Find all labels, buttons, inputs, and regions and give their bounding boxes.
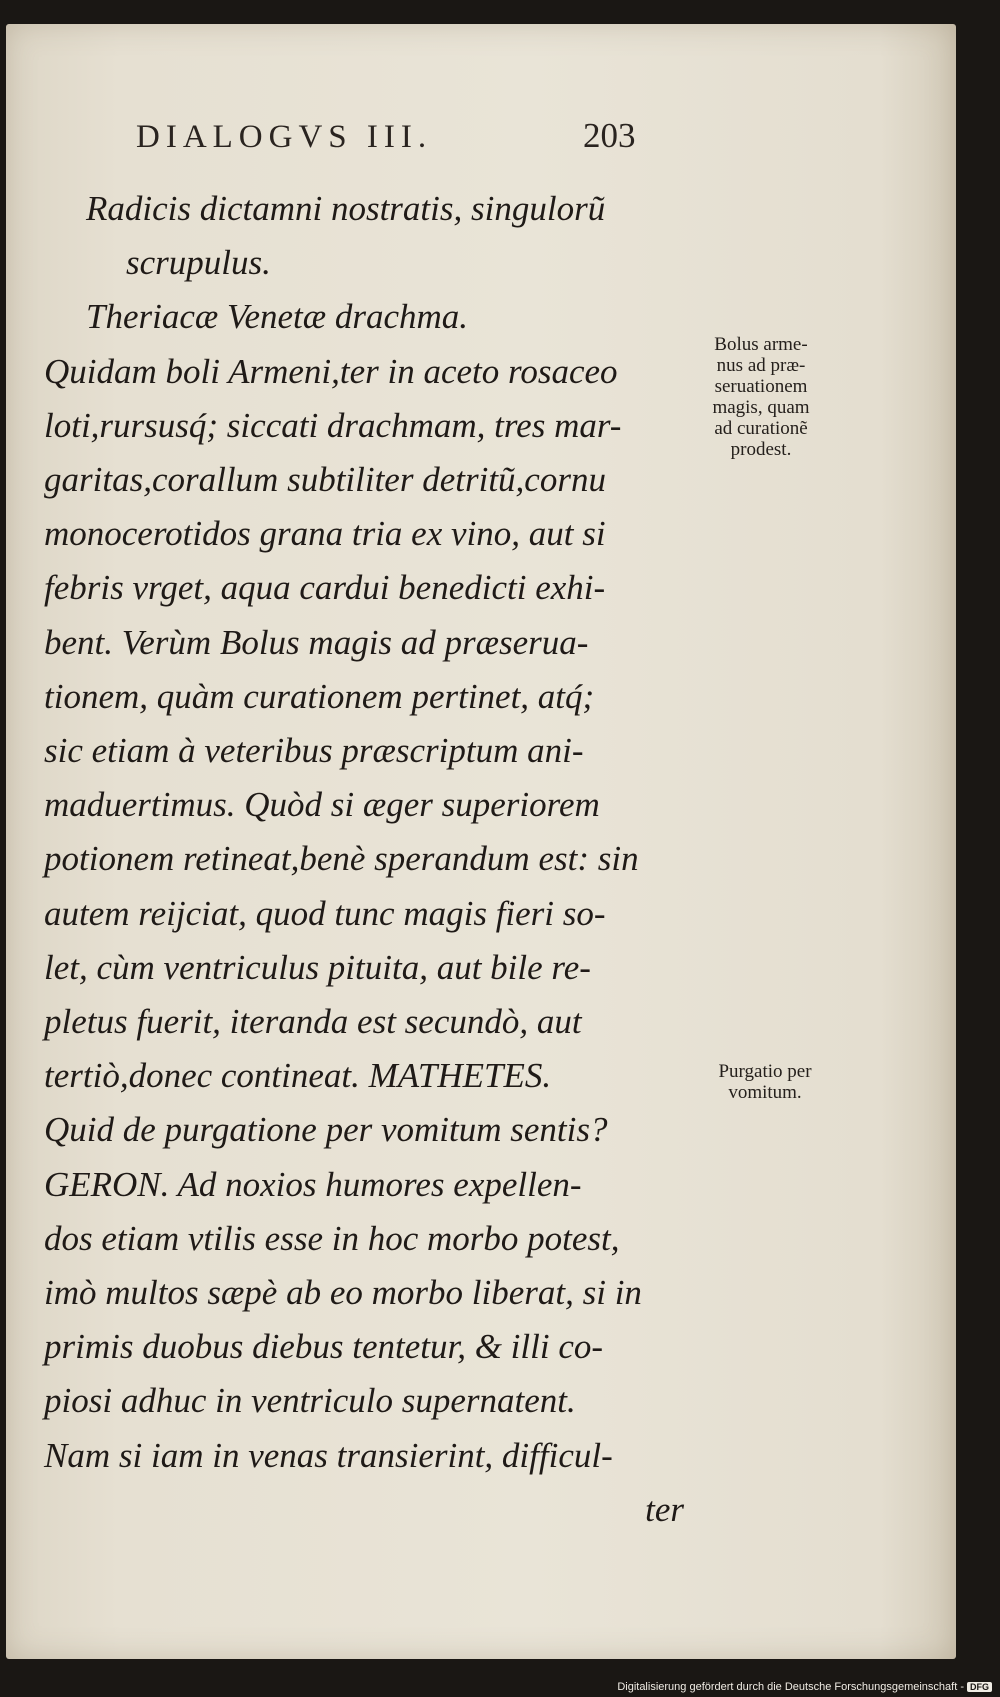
text-line: dos etiam vtilis esse in hoc morbo potest, [44, 1218, 620, 1258]
dfg-logo: DFG [967, 1682, 992, 1692]
text-line: sic etiam à veteribus præscriptum ani- [44, 731, 584, 771]
text-line: pletus fuerit, iteranda est secundò, aut [44, 1002, 582, 1042]
running-head: DIALOGVS III. [136, 119, 433, 155]
text-line: Theriacæ Venetæ drachma. [86, 297, 469, 337]
body-text [44, 182, 684, 1537]
text-line: GERON. Ad noxios humores expellen- [44, 1164, 582, 1204]
text-line: febris vrget, aqua cardui benedicti exhi- [44, 568, 606, 608]
text-line: piosi adhuc in ventriculo supernatent. [44, 1381, 576, 1421]
text-line: maduertimus. Quòd si æger superiorem [44, 785, 600, 825]
text-line: Radicis dictamni nostratis, singulorũ [86, 189, 606, 228]
text-line: monocerotidos grana tria ex vino, aut si [44, 514, 606, 554]
text-line: tertiò,donec contineat. MATHETES. [44, 1056, 552, 1096]
text-line: loti,rursusq́; siccati drachmam, tres mar- [44, 405, 622, 445]
text-line: garitas,corallum subtiliter detritũ,cornu [44, 460, 606, 500]
marginal-note-bolus: Bolus arme- nus ad præ- seruationem magis, quam ad curationẽ prodest. [712, 334, 810, 460]
digitization-credit: Digitalisierung gefördert durch die Deutsche Forschungsgemeinschaft - DFG [617, 1681, 992, 1693]
text-line: autem reijciat, quod tunc magis fieri so- [44, 893, 606, 933]
text-line: scrupulus. [126, 243, 271, 283]
text-line: tionem, quàm curationem pertinet, atq́; [44, 676, 595, 716]
text-line: Quid de purgatione per vomitum sentis? [44, 1110, 608, 1150]
text-line: let, cùm ventriculus pituita, aut bile re- [44, 947, 591, 987]
book-page [6, 24, 956, 1659]
text-line: potionem retineat,benè sperandum est: sin [44, 839, 639, 879]
page-number: 203 [583, 116, 636, 155]
text-line: imò multos sæpè ab eo morbo liberat, si in [44, 1273, 642, 1313]
text-line: bent. Verùm Bolus magis ad præserua- [44, 622, 589, 662]
marginal-note-purgatio: Purgatio per vomitum. [718, 1061, 812, 1103]
text-line: Quidam boli Armeni,ter in aceto rosaceo [44, 351, 618, 391]
text-line: Nam si iam in venas transierint, difficul- [44, 1435, 613, 1475]
text-line: primis duobus diebus tentetur, & illi co- [44, 1327, 604, 1367]
catchword: ter [645, 1489, 684, 1529]
